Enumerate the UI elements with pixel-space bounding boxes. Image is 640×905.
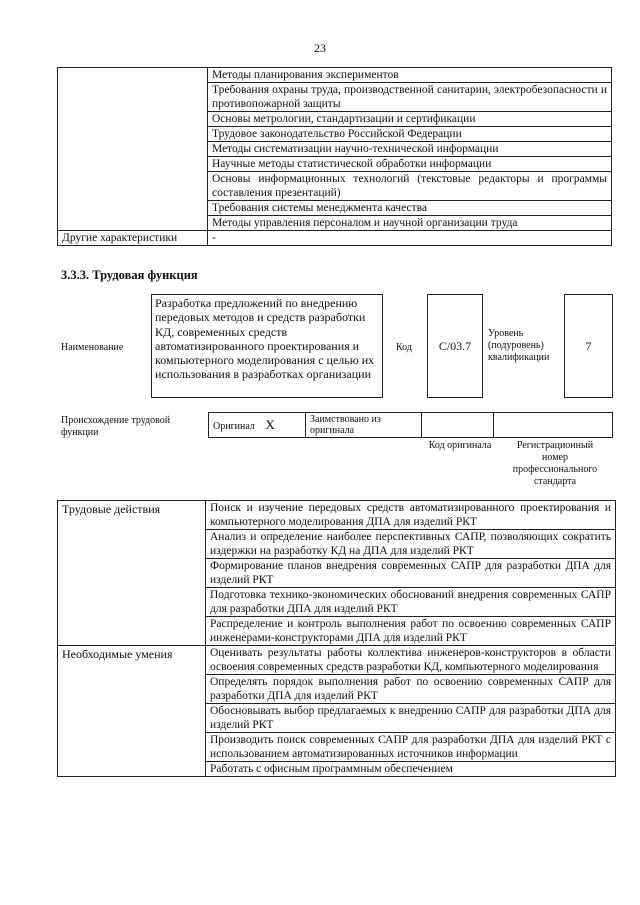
knowledge-label-cell [58,68,208,231]
knowledge-item: Требования охраны труда, производственной санитарии, электробезопасности и противопожарной защиты [208,83,612,112]
code-original-cell [422,413,494,438]
knowledge-item: Трудовое законодательство Российской Федерации [208,127,612,142]
level-value-box: 7 [564,294,613,398]
action-item: Распределение и контроль выполнения работ по освоению современных САПР инженерами-конструкторами ДПА для изделий РКТ [206,617,616,646]
reg-number-label: Регистрационный номер профессионального стандарта [512,440,598,487]
name-label: Наименование [61,342,124,353]
code-original-label: Код оригинала [428,440,492,451]
section-heading: 3.3.3. Трудовая функция [61,268,198,282]
other-characteristics-value: - [208,231,612,246]
other-characteristics-label: Другие характеристики [58,231,208,246]
knowledge-item: Методы систематизации научно-технической информации [208,142,612,157]
knowledge-item: Основы метрологии, стандартизации и сертификации [208,112,612,127]
original-cell [209,413,306,438]
actions-label: Трудовые действия [58,501,206,646]
code-label: Код [396,342,412,353]
knowledge-item: Основы информационных технологий (текстовые редакторы и программы составления презентаций) [208,172,612,201]
action-item: Подготовка технико-экономических обоснований внедрения современных САПР для разработки ДПА для изделий РКТ [206,588,616,617]
knowledge-item: Требования системы менеджмента качества [208,201,612,216]
skill-item: Работать с офисным программным обеспечением [206,762,616,777]
origin-label: Происхождение трудовой функции [61,415,171,438]
knowledge-item: Методы управления персоналом и научной организации труда [208,216,612,231]
action-item: Формирование планов внедрения современных САПР для разработки ДПА для изделий РКТ [206,559,616,588]
action-item: Поиск и изучение передовых средств автоматизированного проектирования и компьютерного моделирования ДПА для изделий РКТ [206,501,616,530]
page-number: 23 [314,41,326,55]
borrowed-label: Заимствовано из оригинала [306,413,422,438]
knowledge-table [57,67,612,246]
action-item: Анализ и определение наиболее перспективных САПР, позволяющих сократить издержки на разработку КД на ДПА для изделий РКТ [206,530,616,559]
skill-item: Определять порядок выполнения работ по освоению современных САПР для разработки ДПА для изделий РКТ [206,675,616,704]
original-mark: X [265,416,275,432]
skill-item: Оценивать результаты работы коллектива инженеров-конструкторов в области освоения современных средств разработки КД, компьютерного моделирования [206,646,616,675]
level-label: Уровень (подуровень) квалификации [488,328,550,363]
origin-table [208,412,613,438]
code-value-box: С/03.7 [427,294,483,398]
knowledge-item: Научные методы статистической обработки информации [208,157,612,172]
knowledge-item: Методы планирования экспериментов [208,68,612,83]
function-name-box: Разработка предложений по внедрению передовых методов и средств разработки КД, современных средств автоматизированного проектирования и компьютерного моделирования с целью их использования в разработках организации [151,294,383,398]
original-label: Оригинал [213,420,255,432]
skill-item: Обосновывать выбор предлагаемых к внедрению САПР для разработки ДПА для изделий РКТ [206,704,616,733]
skill-item: Производить поиск современных САПР для разработки ДПА для изделий РКТ с использованием автоматизированных источников информации [206,733,616,762]
skills-label: Необходимые умения [58,646,206,777]
function-details-table [57,500,616,777]
reg-number-cell [494,413,613,438]
